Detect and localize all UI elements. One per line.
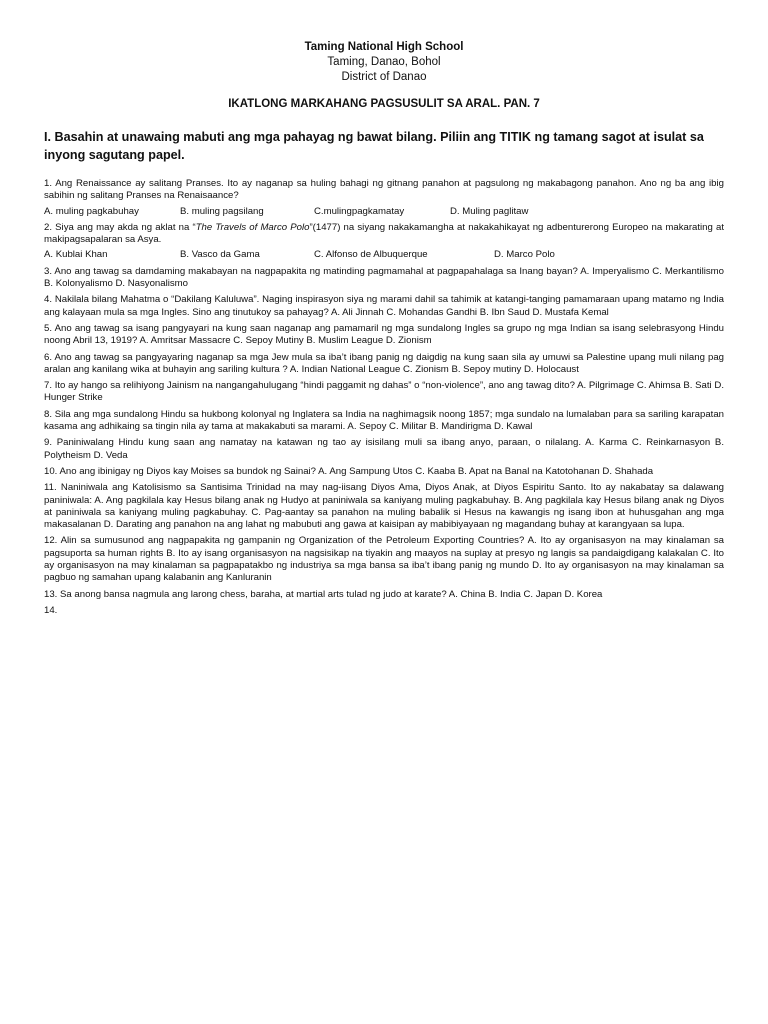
choice-b: B. muling pagsilang xyxy=(180,205,264,217)
question-list xyxy=(44,178,724,621)
question-13: 13. Sa anong bansa nagmula ang larong chess, baraha, at martial arts tulad ng judo at karate? A. China B. India C. Japan D. Korea xyxy=(44,588,603,600)
instructions: I. Basahin at unawaing mabuti ang mga pahayag ng bawat bilang. Piliin ang TITIK ng tamang sagot at isulat sa inyong sagutang papel. xyxy=(44,130,704,162)
question-1-choices xyxy=(44,206,724,218)
choice-b: B. Vasco da Gama xyxy=(180,249,260,261)
question-8: 8. Sila ang mga sundalong Hindu sa hukbong kolonyal ng Inglatera sa India na naghimagsik noong 1857; mga sundalo na lumalaban para sa sariling karapatan kasama ang adhikaing sa tingin nila ay tama at makakabuti sa marami. A. Sepoy C. Militar B. Mandirigma D. Kawal xyxy=(44,408,724,433)
question-5: 5. Ano ang tawag sa isang pangyayari na kung saan naganap ang pamamaril ng mga sundalong Ingles sa grupo ng mga Indian sa isang selebrasyong Hindu noong Abril 13, 1919? A. Amritsar Massacre C. Sepoy Mutiny B. Muslim League D. Zionism xyxy=(44,322,724,347)
question-6: 6. Ano ang tawag sa pangyayaring naganap sa mga Jew mula sa iba’t ibang panig ng daigdig na kung saan sila ay umuwi sa Palestine upang muli nilang pag aralan ang kanilang wika at buhayin ang sariling kultura ? A. Indian National League C. Zionism B. Sepoy mutiny D. Holocaust xyxy=(44,351,724,375)
choice-a: A. muling pagkabuhay xyxy=(44,205,139,217)
question-14: 14. xyxy=(44,604,58,616)
question-12: 12. Alin sa sumusunod ang nagpapakita ng gampanin ng Organization of the Petroleum Exporting Countries? A. Ito ay organisasyon na may kinalaman sa pagsuporta sa human rights B. Ito ay isang organisasyon na nagsisikap na tiyakin ang maayos na suplay at presyo ng langis sa pandaigdigang kalakalan C. Ito ay organisasyon na may kinalaman sa pagpapatakbo ng industriya sa mga bansa sa iba’t ibang panig ng mundo D. Ito ay organisasyon na may kinalaman sa pagbuo ng samahan upang kalabanin ang Kanluranin xyxy=(44,535,724,584)
question-7: 7. Ito ay hango sa relihiyong Jainism na nangangahulugang “hindi paggamit ng dahas” o “non-violence”, ano ang tawag dito? A. Pilgrimage C. Ahimsa B. Sati D. Hunger Strike xyxy=(44,380,724,404)
question-1: 1. Ang Renaissance ay salitang Pranses. Ito ay naganap sa huling bahagi ng gitnang panahon at pagsulong ng makabagong panahon. Ano ng ba ang ibig sabihin ng salitang Pranses na Renaisaance? xyxy=(44,178,724,202)
question-4: 4. Nakilala bilang Mahatma o “Dakilang Kaluluwa”. Naging inspirasyon siya ng marami dahil sa tahimik at katangi-tanging pamamaraan upang matamo ng India ang kalayaan mula sa mga Ingles. Sino ang tinutukoy sa pahayag? A. Ali Jinnah C. Mohandas Gandhi B. Ibn Saud D. Mustafa Kemal xyxy=(44,294,724,318)
choice-d: D. Muling paglitaw xyxy=(450,205,529,217)
question-3: 3. Ano ang tawag sa damdaming makabayan na nagpapakita ng matinding pagmamahal at pagpapahalaga sa Inang bayan? A. Imperyalismo C. Merkantilismo B. Kolonyalismo D. Nasyonalismo xyxy=(44,265,724,290)
school-district: District of Danao xyxy=(341,71,427,83)
choice-d: D. Marco Polo xyxy=(494,249,555,261)
question-10: 10. Ano ang ibinigay ng Diyos kay Moises sa bundok ng Sainai? A. Ang Sampung Utos C. Kaaba B. Apat na Banal na Katotohanan D. Shahada xyxy=(44,465,654,477)
question-2-book-title: The Travels of Marco Polo xyxy=(195,221,310,233)
choice-a: A. Kublai Khan xyxy=(44,249,108,261)
question-2 xyxy=(44,222,724,247)
school-address: Taming, Danao, Bohol xyxy=(327,56,441,68)
question-9: 9. Paniniwalang Hindu kung saan ang namatay na katawan ng tao ay isisilang muli sa ibang anyo, paraan, o nilalang. A. Karma C. Reinkarnasyon B. Polytheism D. Veda xyxy=(44,437,724,461)
choice-c: C.mulingpagkamatay xyxy=(314,205,405,217)
choice-c: C. Alfonso de Albuquerque xyxy=(314,249,428,261)
question-2-choices xyxy=(44,249,724,261)
exam-title: IKATLONG MARKAHANG PAGSUSULIT SA ARAL. PAN. 7 xyxy=(228,98,540,110)
question-2-text-end: ”(1477) na siyang nakakamangha at nakakahikayat ng adbenturerong Europeo na makarating at makipagsapalaran sa Asya. xyxy=(44,221,724,246)
question-11: 11. Naniniwala ang Katolisismo sa Santisima Trinidad na may nag-iisang Diyos Ama, Diyos Anak, at Diyos Espiritu Santo. Ito ay nakabatay sa dalawang paniniwala: A. Ang pagkilala kay Hesus bilang anak ng Hudyo at paniniwala sa kaniyang muling pagkabuhay. B. Ang pagkilala kay Hesus bilang anak ng Diyos at paniniwala sa kaniyang muling pagkabuhay. C. Pag-aantay sa panahon na muling babalik si Hesus na kawangis ng isang ibon at huhusgahan ang mga makasalanan D. Darating ang panahon na ang lahat ng mabubuti ang gawa at kaisipan ay mabibiyayaan ng magandang buhay at karangyaan sa lupa. xyxy=(44,482,724,531)
school-name: Taming National High School xyxy=(304,41,464,53)
question-2-text-start: 2. Siya ang may akda ng aklat na “ xyxy=(44,221,196,233)
